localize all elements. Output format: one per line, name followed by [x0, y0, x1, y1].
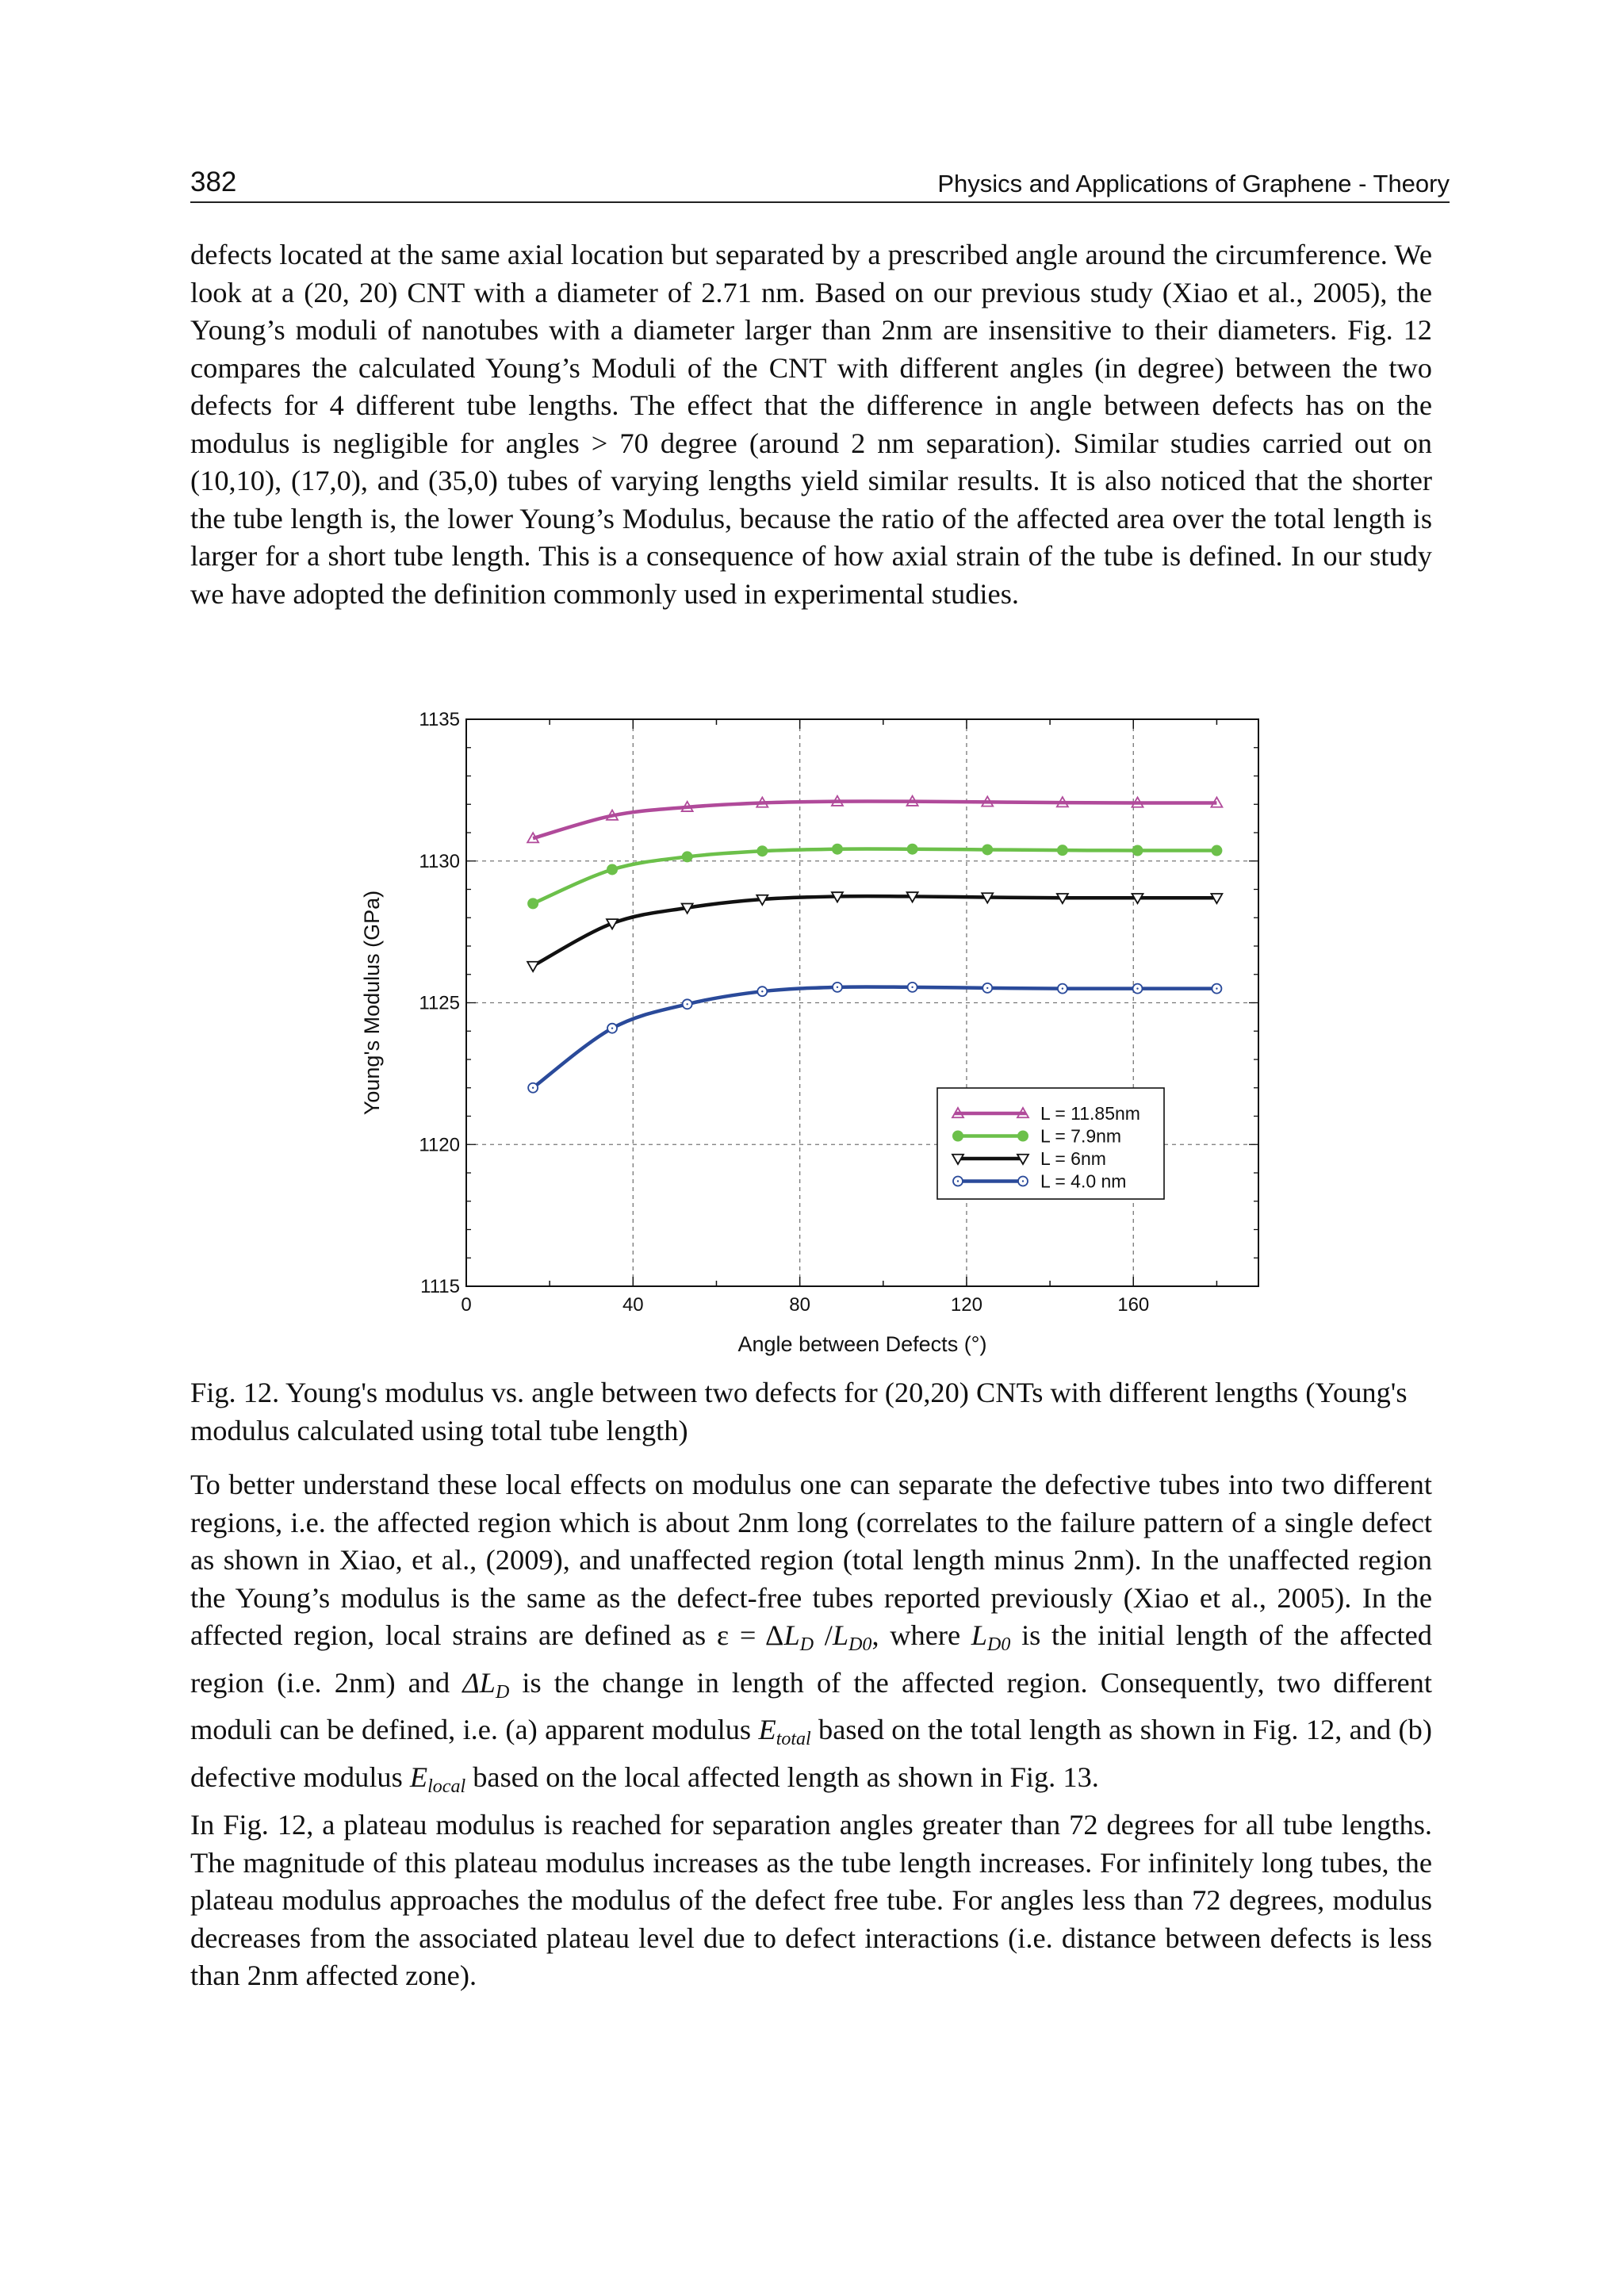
paragraph-1	[190, 236, 1432, 613]
youngs-modulus-chart	[349, 706, 1285, 1376]
p2-deltaL: ΔL	[462, 1666, 496, 1699]
data-point	[757, 846, 768, 856]
data-point	[528, 898, 538, 909]
data-point	[682, 852, 692, 862]
series-line	[533, 987, 1216, 1087]
running-title: Physics and Applications of Graphene - Theory	[937, 170, 1450, 197]
paragraph-1-text: defects located at the same axial location but separated by a prescribed angle around the circumference. We look at a (20, 20) CNT with a diameter of 2.71 nm. Based on our previous study (Xiao et al., 2005), the Young’s moduli of nanotubes with a diameter larger than 2nm are insensitive to their diameters. Fig. 12 compares the calculated Young’s Moduli of the CNT with different angles (in degree) between the two defects for 4 different tube lengths. The effect that the difference in angle between defects has on the modulus is negligible for angles > 70 degree (around 2 nm separation). Similar studies carried out on (10,10), (17,0), and (35,0) tubes of varying lengths yield similar results. It is also noticed that the shorter the tube length is, the lower Young’s Modulus, because the ratio of the affected area over the total length is larger for a short tube length. This is a consequence of how axial strain of the tube is defined. In our study we have adopted the definition commonly used in experimental studies.	[190, 239, 1432, 610]
y-tick-label: 1125	[419, 992, 460, 1014]
data-point	[982, 845, 993, 855]
p2-sub-D-b: D	[495, 1681, 510, 1703]
legend-marker	[953, 1131, 963, 1141]
legend-marker	[1018, 1131, 1028, 1141]
p2-part4: based on the total length as shown in Fig. 12, and (b) defective modulus	[190, 1714, 1432, 1793]
data-point-dot	[761, 990, 763, 992]
data-point	[832, 844, 842, 854]
p2-E: E	[758, 1714, 776, 1745]
data-point-dot	[986, 987, 988, 989]
y-axis-label: Young's Modulus (GPa)	[360, 890, 384, 1116]
paragraph-3	[190, 1806, 1432, 1995]
running-header	[190, 163, 1450, 203]
legend	[937, 1088, 1164, 1199]
p2-part3: is the change in length of the affected region. Consequently, two different moduli can be defined, i.e. (a) apparent modulus	[190, 1666, 1432, 1745]
data-point	[607, 864, 618, 875]
legend-marker-dot	[957, 1180, 959, 1182]
y-tick-label: 1120	[419, 1134, 460, 1156]
p2-part5: based on the local affected length as shown in Fig. 13.	[465, 1760, 1099, 1793]
legend-label: L = 7.9nm	[1040, 1125, 1122, 1147]
legend-label: L = 4.0 nm	[1040, 1170, 1127, 1192]
p2-sub-D0: D0	[848, 1634, 872, 1655]
data-point	[1132, 845, 1143, 856]
series-3	[528, 983, 1221, 1093]
legend-label: L = 6nm	[1040, 1148, 1106, 1169]
p2-sub-total: total	[776, 1729, 811, 1749]
x-tick-label: 160	[1117, 1294, 1150, 1316]
y-tick-label: 1115	[420, 1276, 460, 1297]
data-point-dot	[1062, 987, 1063, 989]
p2-part2: is the initial length of the affected region (i.e. 2nm) and	[190, 1619, 1432, 1699]
series-2	[527, 892, 1222, 971]
x-tick-label: 120	[950, 1294, 982, 1316]
y-tick-label: 1130	[419, 850, 460, 872]
data-point	[1212, 845, 1222, 856]
data-point-dot	[611, 1027, 613, 1029]
data-point-dot	[1216, 987, 1217, 989]
p2-sub-D: D	[799, 1634, 814, 1655]
x-tick-label: 0	[461, 1294, 472, 1316]
legend-label: L = 11.85nm	[1040, 1103, 1140, 1124]
y-tick-label: 1135	[419, 709, 460, 730]
page-number: 382	[190, 167, 237, 197]
data-point	[1057, 845, 1067, 856]
legend-marker-dot	[1022, 1180, 1024, 1182]
series-0	[527, 796, 1222, 843]
x-tick-label: 40	[622, 1294, 644, 1316]
data-point-dot	[1136, 987, 1138, 989]
paragraph-2	[190, 1466, 1432, 1806]
x-axis-label: Angle between Defects (°)	[737, 1332, 987, 1356]
paragraph-3-text: In Fig. 12, a plateau modulus is reached for separation angles greater than 72 degrees for all tube lengths. The magnitude of this plateau modulus increases as the tube length increases. For infinitely long tubes, the plateau modulus approaches the modulus of the defect free tube. For angles less than 72 degrees, modulus decreases from the associated plateau level due to defect interactions (i.e. distance between defects is less than 2nm affected zone).	[190, 1809, 1432, 1991]
series-line	[533, 802, 1216, 839]
figure-caption: Fig. 12. Young's modulus vs. angle between two defects for (20,20) CNTs with different lengths (Young's modulus calculated using total tube length)	[190, 1377, 1408, 1446]
figure-12	[349, 706, 1285, 1376]
p2-L: L	[783, 1619, 800, 1651]
p2-sub-local: local	[427, 1776, 466, 1797]
p2-L2: L	[832, 1619, 849, 1651]
data-point-dot	[837, 987, 838, 988]
data-point	[527, 962, 538, 971]
p2-sub-D0-b: D0	[987, 1634, 1011, 1655]
p2-part1: To better understand these local effects on modulus one can separate the defective tubes into two different regions, i.e. the affected region which is about 2nm long (correlates to the failure pattern of a single defect as shown in Xiao, et al., (2009), and unaffected region (total length minus 2nm). In the unaffected region the Young’s modulus is the same as the defect-free tubes reported previously (Xiao et al., 2005). In the affected region, local strains are defined as ε = Δ	[190, 1469, 1432, 1651]
p2-where: , where	[871, 1619, 971, 1651]
p2-E2: E	[409, 1760, 428, 1793]
data-point-dot	[532, 1087, 534, 1089]
p2-L3: L	[971, 1619, 988, 1651]
data-point-dot	[911, 987, 913, 988]
data-point-dot	[686, 1003, 688, 1005]
p2-slash: /	[814, 1619, 833, 1651]
series-line	[533, 896, 1216, 966]
x-tick-label: 80	[789, 1294, 810, 1316]
data-point	[907, 844, 917, 854]
